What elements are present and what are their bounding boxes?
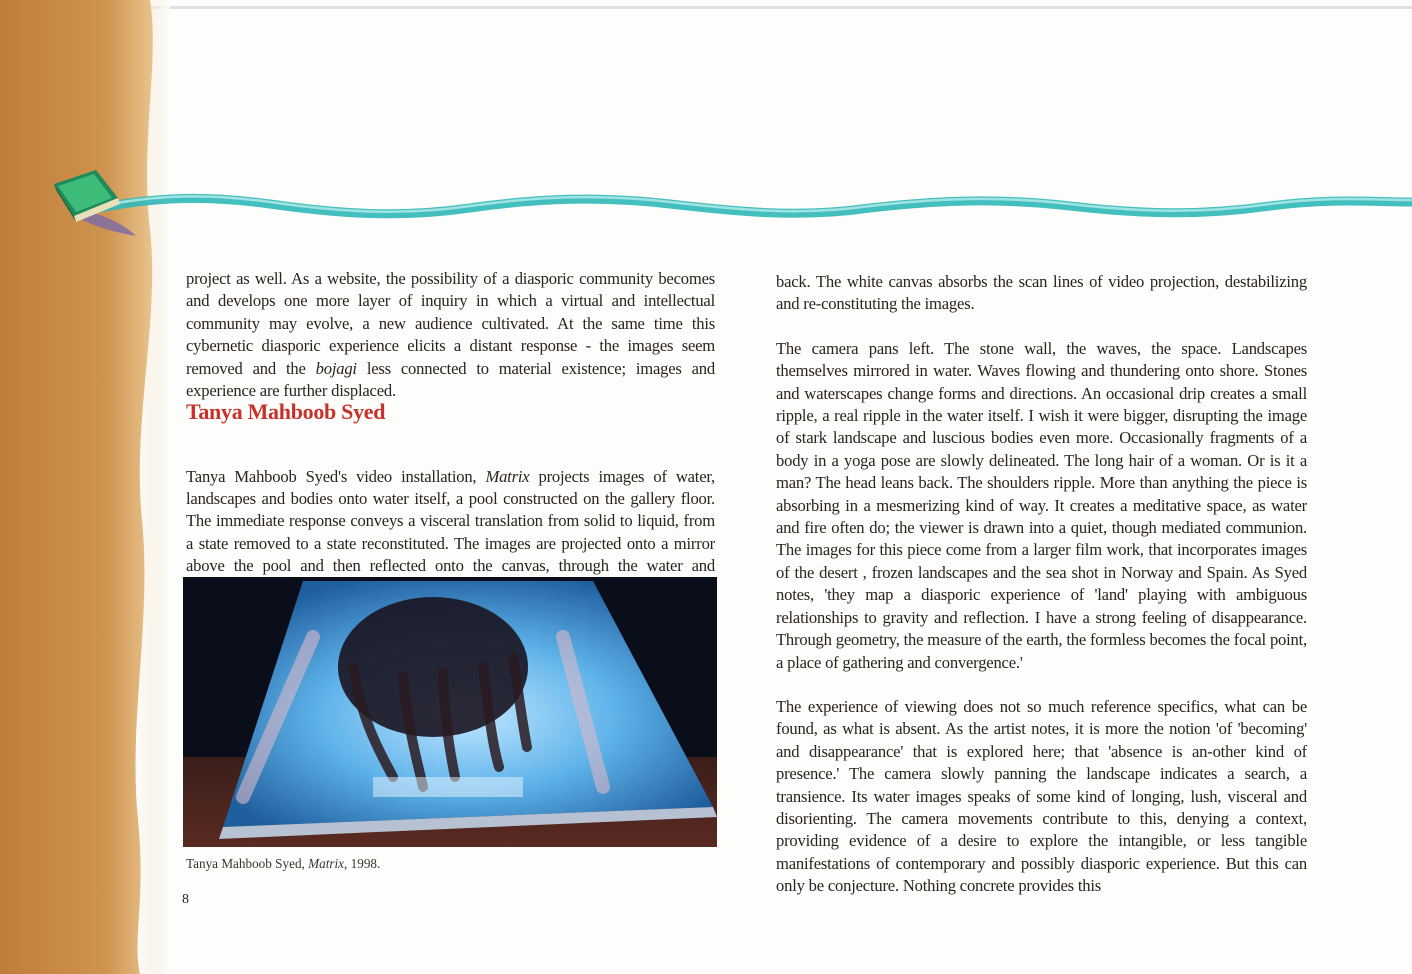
left-column-intro <box>186 268 715 402</box>
top-rule <box>0 6 1412 9</box>
book-icon <box>44 162 144 242</box>
side-band <box>0 0 170 974</box>
paragraph-gap <box>776 674 1307 696</box>
right-paragraph-2: The camera pans left. The stone wall, the waves, the space. Landscapes themselves mirrored in water. Waves flowing and thundering onto shore. Stones and waterscapes change forms and directions. An occasional drip creates a small ripple, a real ripple in the water itself. I wish it were bigger, disrupting the image of stark landscape and luscious bodies even more. Occasionally fragments of a body in a yoga pose are slowly delineated. The long hair of a woman. Or is it a man? The head leans back. The shoulders ripple. More than anything the piece is absorbing in a mesmerizing kind of way. It creates a meditative space, as water and fire often do; the viewer is drawn into a quiet, though mediated communion. The images for this piece come from a larger film work, that incorporates images of the desert , frozen landscapes and the sea shot in Norway and Spain. As Syed notes, 'they map a diasporic experience of 'land' playing with ambiguous relationships to gravity and reflection. I have a strong feeling of disappearance. Through geometry, the measure of the earth, the formless becomes the focal point, a place of gathering and convergence.' <box>776 338 1307 672</box>
matrix-emphasis: Matrix <box>485 466 530 486</box>
right-column <box>776 271 1307 898</box>
intro-paragraph <box>186 268 715 402</box>
intro-text-tail: less connected to material existence; images and experience are further displaced. <box>186 358 715 401</box>
caption-year: , 1998. <box>344 856 381 871</box>
matrix-text-tail: projects images of water, landscapes and bodies onto water itself, a pool constructed on the gallery floor. The immediate response conveys a visceral translation from solid to liquid, from a state removed to a state reconstituted. The images are projected onto a mirror above the pool and then reflected onto the canvas, through the water and <box>186 466 715 576</box>
right-paragraph-1: back. The white canvas absorbs the scan lines of video projection, destabilizing and re-constituting the images. <box>776 272 1307 314</box>
caption-text: Tanya Mahboob Syed, <box>186 856 309 871</box>
matrix-text: Tanya Mahboob Syed's video installation, <box>186 466 486 486</box>
intro-emphasis: bojagi <box>315 358 357 378</box>
artwork-photo <box>183 577 717 847</box>
paragraph-gap <box>776 316 1307 338</box>
photo-caption <box>186 856 715 872</box>
intro-text: project as well. As a website, the possibility of a diasporic community becomes and develops one more layer of inquiry in which a virtual and intellectual community may evolve, a new audience cultivated. At the same time this cybernetic diasporic experience elicits a distant response - the images seem removed and the <box>186 269 715 378</box>
caption-emphasis: Matrix <box>308 856 345 871</box>
wave-divider <box>100 178 1412 238</box>
page-number: 8 <box>182 892 189 907</box>
section-heading: Tanya Mahboob Syed <box>186 399 386 424</box>
right-paragraph-3: The experience of viewing does not so much reference specifics, what can be found, as what is absent. As the artist notes, it is more the notion 'of 'becoming' and disappearance' that is explored here; that 'absence is an-other kind of presence.' The camera slowly panning the landscape indicates a search, a transience. Its water images speaks of some kind of longing, lush, visceral and disorienting. The camera movements contribute to this, denying a context, providing evidence of a desire to explore the intangible, or less tangible manifestations of contemporary and possibly diasporic experience. But this can only be conjecture. Nothing concrete provides this <box>776 696 1307 896</box>
